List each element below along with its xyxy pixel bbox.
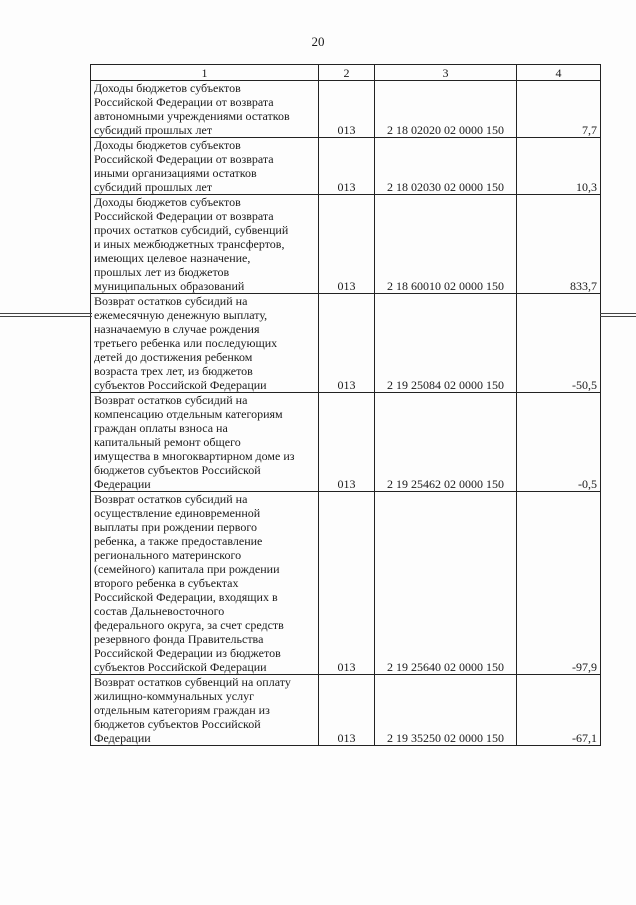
row-admin-code: 013 [319,492,375,675]
description-line: ребенка, а также предоставление [94,534,263,548]
description-line: субсидий прошлых лет [94,123,213,137]
row-description [91,393,319,492]
description-line: Российской Федерации от возврата [94,209,274,223]
description-line: компенсацию отдельным категориям [94,407,283,421]
description-line: имеющих целевое назначение, [94,251,251,265]
description-line: регионального материнского [94,548,242,562]
row-amount: 833,7 [517,195,601,294]
description-line: Возврат остатков субсидий на [94,294,248,308]
description-line: Российской Федерации из бюджетов [94,646,281,660]
description-line: федерального округа, за счет средств [94,618,284,632]
budget-revenue-table [90,64,601,746]
table-row [91,195,601,294]
table-row [91,294,601,393]
description-line: Федерации [94,731,151,745]
description-line: Возврат остатков субсидий на [94,393,248,407]
row-budget-classification-code: 2 19 35250 02 0000 150 [375,675,517,746]
description-line: иными организациями остатков [94,166,257,180]
description-line: резервного фонда Правительства [94,632,264,646]
row-description [91,294,319,393]
row-budget-classification-code: 2 19 25084 02 0000 150 [375,294,517,393]
description-line: (семейного) капитала при рождении [94,562,280,576]
row-description [91,138,319,195]
description-line: состав Дальневосточного [94,604,225,618]
table-row [91,675,601,746]
row-admin-code: 013 [319,195,375,294]
description-line: Российской Федерации от возврата [94,95,274,109]
description-line: жилищно-коммунальных услуг [94,689,254,703]
row-budget-classification-code: 2 18 02020 02 0000 150 [375,81,517,138]
description-line: автономными учреждениями остатков [94,109,290,123]
row-admin-code: 013 [319,81,375,138]
row-amount: -67,1 [517,675,601,746]
row-amount: 10,3 [517,138,601,195]
table-row [91,393,601,492]
table-row [91,492,601,675]
row-amount: -50,5 [517,294,601,393]
row-description [91,81,319,138]
description-line: ежемесячную денежную выплату, [94,308,268,322]
row-budget-classification-code: 2 19 25640 02 0000 150 [375,492,517,675]
column-header-amount: 4 [517,65,601,81]
description-line: прочих остатков субсидий, субвенций [94,223,289,237]
row-description [91,492,319,675]
scan-artifact-line [0,313,92,314]
scan-artifact-line [0,316,92,317]
description-line: бюджетов субъектов Российской [94,463,261,477]
table-row [91,81,601,138]
row-budget-classification-code: 2 18 60010 02 0000 150 [375,195,517,294]
row-amount: 7,7 [517,81,601,138]
row-amount: -97,9 [517,492,601,675]
row-amount: -0,5 [517,393,601,492]
description-line: Российской Федерации от возврата [94,152,274,166]
description-line: граждан оплаты взноса на [94,421,228,435]
description-line: возраста трех лет, из бюджетов [94,364,253,378]
description-line: выплаты при рождении первого [94,520,257,534]
description-line: назначаемую в случае рождения [94,322,260,336]
row-admin-code: 013 [319,138,375,195]
description-line: второго ребенка в субъектах [94,576,239,590]
row-admin-code: 013 [319,393,375,492]
description-line: прошлых лет из бюджетов [94,265,230,279]
description-line: третьего ребенка или последующих [94,336,278,350]
description-line: муниципальных образований [94,279,245,293]
row-budget-classification-code: 2 19 25462 02 0000 150 [375,393,517,492]
description-line: имущества в многоквартирном доме из [94,449,295,463]
description-line: субсидий прошлых лет [94,180,213,194]
description-line: и иных межбюджетных трансфертов, [94,237,285,251]
row-description [91,675,319,746]
column-number-header-row [91,65,601,81]
row-admin-code: 013 [319,675,375,746]
column-header-description: 1 [91,65,319,81]
scan-artifact-line [600,313,636,314]
page-number: 20 [311,34,325,49]
description-line: бюджетов субъектов Российской [94,717,261,731]
description-line: Возврат остатков субвенций на оплату [94,675,291,689]
column-header-kbk: 3 [375,65,517,81]
description-line: Возврат остатков субсидий на [94,492,248,506]
table-row [91,138,601,195]
description-line: Доходы бюджетов субъектов [94,195,241,209]
description-line: детей до достижения ребенком [94,350,253,364]
row-budget-classification-code: 2 18 02030 02 0000 150 [375,138,517,195]
description-line: отдельным категориям граждан из [94,703,270,717]
scan-artifact-line [600,316,636,317]
description-line: субъектов Российской Федерации [94,378,267,392]
row-description [91,195,319,294]
description-line: капитальный ремонт общего [94,435,241,449]
description-line: Доходы бюджетов субъектов [94,138,241,152]
description-line: осуществление единовременной [94,506,261,520]
description-line: Доходы бюджетов субъектов [94,81,241,95]
description-line: Федерации [94,477,151,491]
description-line: Российской Федерации, входящих в [94,590,278,604]
row-admin-code: 013 [319,294,375,393]
description-line: субъектов Российской Федерации [94,660,267,674]
column-header-code: 2 [319,65,375,81]
